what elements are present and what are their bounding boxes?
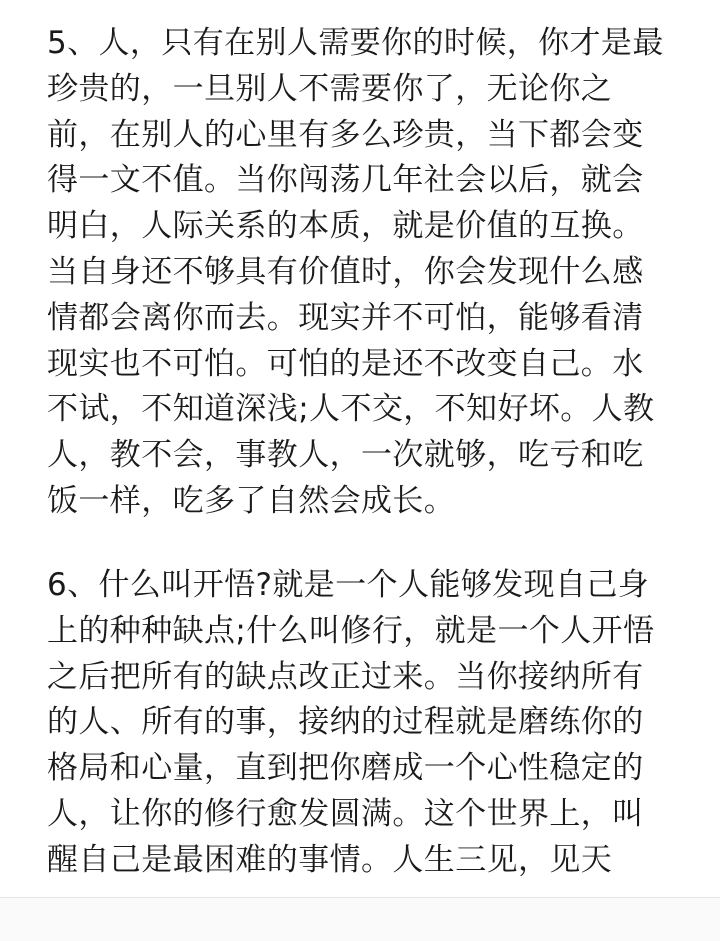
- text-line: 情都会离你而去。现实并不可怕，能够看清: [47, 299, 644, 336]
- text-line: 格局和心量，直到把你磨成一个心性稳定的: [47, 750, 644, 787]
- text-line: 6、什么叫开悟?就是一个人能够发现自己身: [47, 567, 650, 603]
- text-line: 人，让你的修行愈发圆满。这个世界上，叫: [47, 795, 644, 832]
- paragraph-6: [47, 563, 687, 884]
- text-line: 前，在别人的心里有多么珍贵，当下都会变: [47, 116, 644, 153]
- bottom-area: [0, 898, 720, 941]
- text-line: 上的种种缺点;什么叫修行，就是一个人开悟: [47, 612, 655, 649]
- text-line: 不试，不知道深浅;人不交，不知好坏。人教: [47, 391, 655, 428]
- paragraph-5: [47, 21, 687, 525]
- text-line: 醒自己是最困难的事情。人生三见，见天: [47, 841, 613, 878]
- text-line: 得一文不值。当你闯荡几年社会以后，就会: [47, 162, 644, 199]
- text-line: 人，教不会，事教人，一次就够，吃亏和吃: [47, 437, 644, 474]
- text-line: 之后把所有的缺点改正过来。当你接纳所有: [47, 658, 644, 695]
- text-line: 珍贵的，一旦别人不需要你了，无论你之: [47, 70, 613, 107]
- text-line: 5、人，只有在别人需要你的时候，你才是最: [47, 25, 664, 61]
- text-line: 的人、所有的事，接纳的过程就是磨练你的: [47, 704, 644, 741]
- text-line: 明白，人际关系的本质，就是价值的互换。: [47, 208, 644, 245]
- text-line: 现实也不可怕。可怕的是还不改变自己。水: [47, 345, 644, 382]
- text-line: 饭一样，吃多了自然会成长。: [47, 482, 456, 519]
- text-line: 当自身还不够具有价值时，你会发现什么感: [47, 253, 644, 290]
